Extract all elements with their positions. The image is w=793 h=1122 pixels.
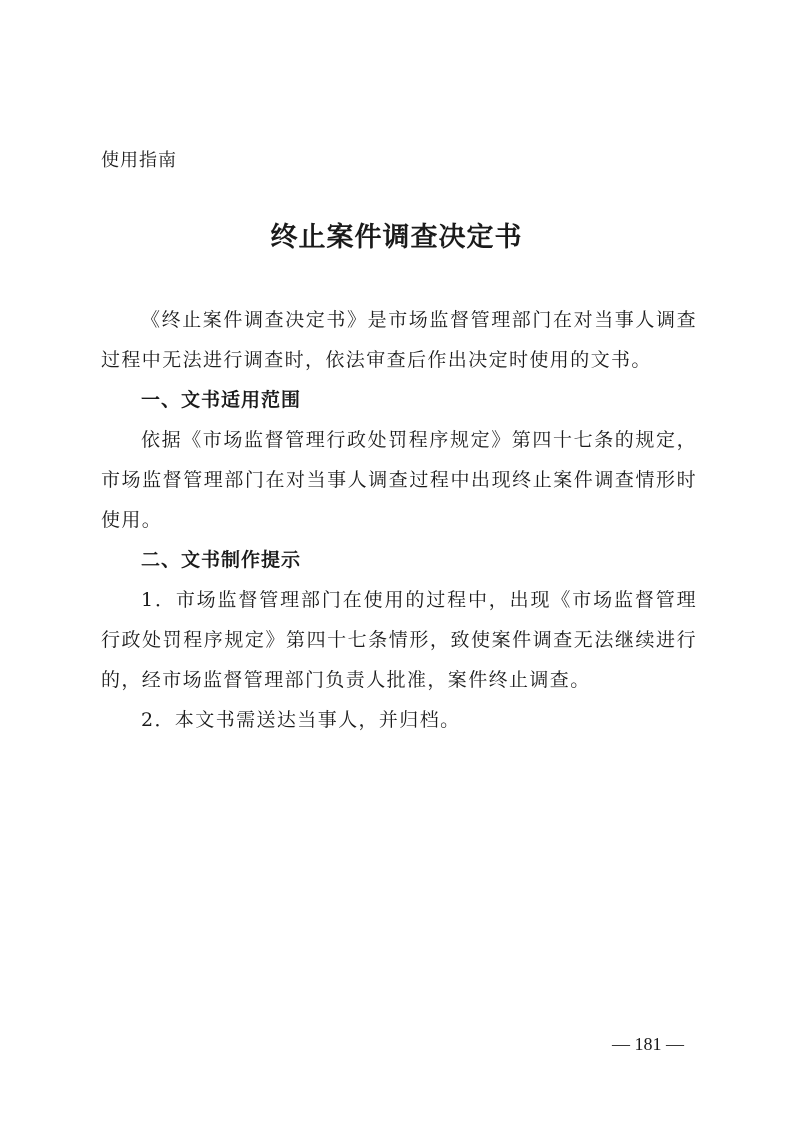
intro-paragraph: 《终止案件调查决定书》是市场监督管理部门在对当事人调查过程中无法进行调查时，依法审查后作出决定时使用的文书。 bbox=[101, 309, 697, 371]
tip-item-2: 2．本文书需送达当事人，并归档。 bbox=[141, 709, 461, 731]
page-number: — 181 — bbox=[612, 1034, 684, 1054]
scope-paragraph: 依据《市场监督管理行政处罚程序规定》第四十七条的规定，市场监督管理部门在对当事人调查过程中出现终止案件调查情形时使用。 bbox=[101, 429, 697, 531]
tip-item-1: 1．市场监督管理部门在使用的过程中，出现《市场监督管理行政处罚程序规定》第四十七条情形，致使案件调查无法继续进行的，经市场监督管理部门负责人批准，案件终止调查。 bbox=[101, 589, 697, 691]
document-body bbox=[101, 300, 697, 740]
document-title: 终止案件调查决定书 bbox=[270, 222, 523, 253]
guide-label: 使用指南 bbox=[101, 150, 177, 171]
section-heading-tips: 二、文书制作提示 bbox=[141, 549, 302, 571]
section-heading-scope: 一、文书适用范围 bbox=[141, 389, 302, 411]
